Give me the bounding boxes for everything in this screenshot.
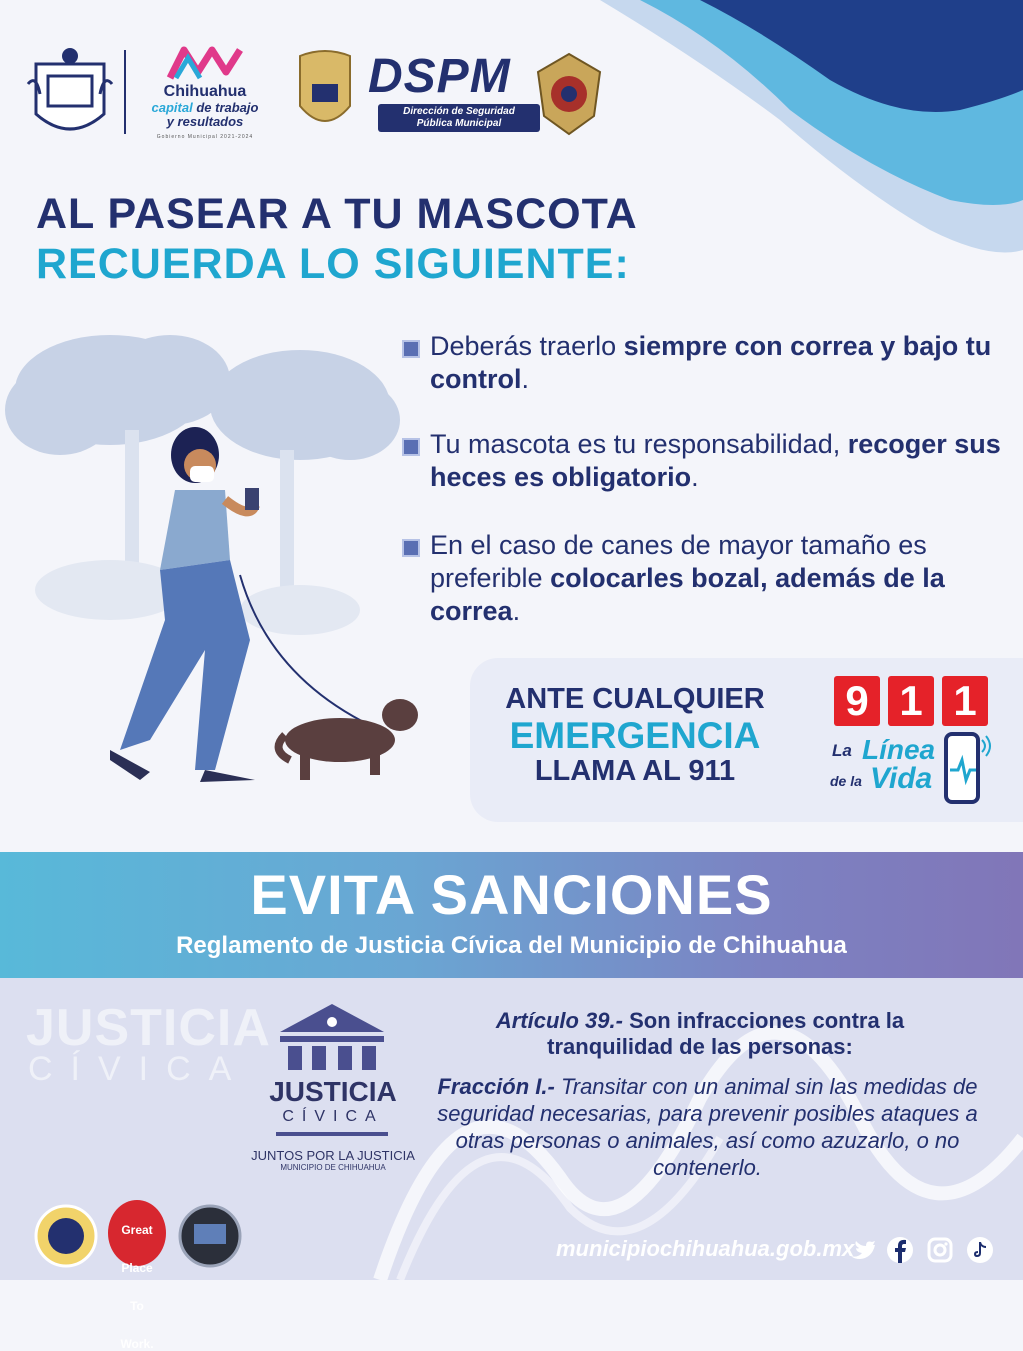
brand-tagline: capital de trabajo y resultados (151, 100, 259, 129)
bullet-item-waste: Tu mascota es tu responsabilidad, recoger sus heces es obligatorio. (402, 428, 1002, 494)
digit-1: 1 (888, 676, 934, 726)
instagram-icon[interactable] (926, 1236, 954, 1264)
city-seal-logo (26, 44, 114, 144)
civica-watermark: CÍVICA (28, 1050, 250, 1088)
banner-title: EVITA SANCIONES (250, 863, 773, 926)
fraction-text: Fracción I.- Transitar con un animal sin las medidas de seguridad necesarias, para prevenir posibles ataques a otras personas o animales, así como azuzarlo, o no contenerlo. (437, 1074, 978, 1180)
emergency-line-3: LLAMA AL 911 (534, 755, 736, 787)
linea-la: La (832, 741, 852, 760)
bullet-item-muzzle: En el caso de canes de mayor tamaño es preferible colocarles bozal, además de la correa. (402, 529, 1002, 628)
bullet-square-icon (402, 340, 420, 358)
woman-walking-dog-illustration (0, 320, 440, 790)
article-heading: Artículo 39.- Son infracciones contra la tranquilidad de las personas: (495, 1008, 905, 1059)
linea-de-la: de la (830, 773, 862, 789)
chihuahua-brand-mark (166, 44, 246, 82)
banner-subtitle: Reglamento de Justicia Cívica del Municipio de Chihuahua (176, 932, 847, 959)
police-badge-logo (294, 46, 356, 136)
security-system-seal-icon (178, 1204, 242, 1268)
digit-9: 9 (834, 676, 880, 726)
header-divider (124, 50, 126, 134)
bullet-square-icon (402, 539, 420, 557)
digit-1-second: 1 (942, 676, 988, 726)
facebook-icon[interactable] (886, 1236, 914, 1264)
dspm-badge-logo (534, 52, 604, 136)
emergency-line-1: ANTE CUALQUIER (505, 683, 765, 715)
headline-line-1: AL PASEAR A TU MASCOTA (36, 190, 638, 238)
justicia-logo-subtitle: CÍVICA (282, 1108, 384, 1125)
headline-line-2: RECUERDA LO SIGUIENTE: (36, 240, 630, 288)
dspm-title: DSPM (368, 50, 511, 103)
great-place-to-work-badge: Great Place To Work. (108, 1200, 166, 1266)
linea-linea: Línea (862, 734, 936, 765)
tiktok-icon[interactable] (966, 1236, 994, 1264)
municipal-seal-icon (34, 1204, 98, 1268)
justicia-logo-tagline: JUNTOS POR LA JUSTICIA (251, 1148, 415, 1163)
brand-name: Chihuahua (163, 83, 247, 100)
linea-vida: Vida (870, 762, 933, 795)
dspm-subtitle: Dirección de Seguridad Pública Municipal (378, 104, 540, 132)
justicia-logo-municipio: MUNICIPIO DE CHIHUAHUA (280, 1163, 386, 1172)
phone-heartbeat-icon (938, 730, 994, 806)
justicia-logo-rule (276, 1132, 388, 1136)
twitter-icon[interactable] (848, 1236, 876, 1264)
footer-website[interactable]: municipiochihuahua.gob.mx (556, 1236, 855, 1261)
courthouse-icon (276, 1002, 388, 1076)
justicia-logo-title: JUSTICIA (269, 1076, 397, 1107)
bullet-item-leash: Deberás traerlo siempre con correa y bajo tu control. (402, 330, 1002, 396)
bullet-square-icon (402, 438, 420, 456)
justicia-watermark: JUSTICIA (26, 999, 271, 1057)
emergency-line-2: EMERGENCIA (509, 715, 761, 756)
brand-government-period: Gobierno Municipal 2021-2024 (156, 134, 254, 140)
